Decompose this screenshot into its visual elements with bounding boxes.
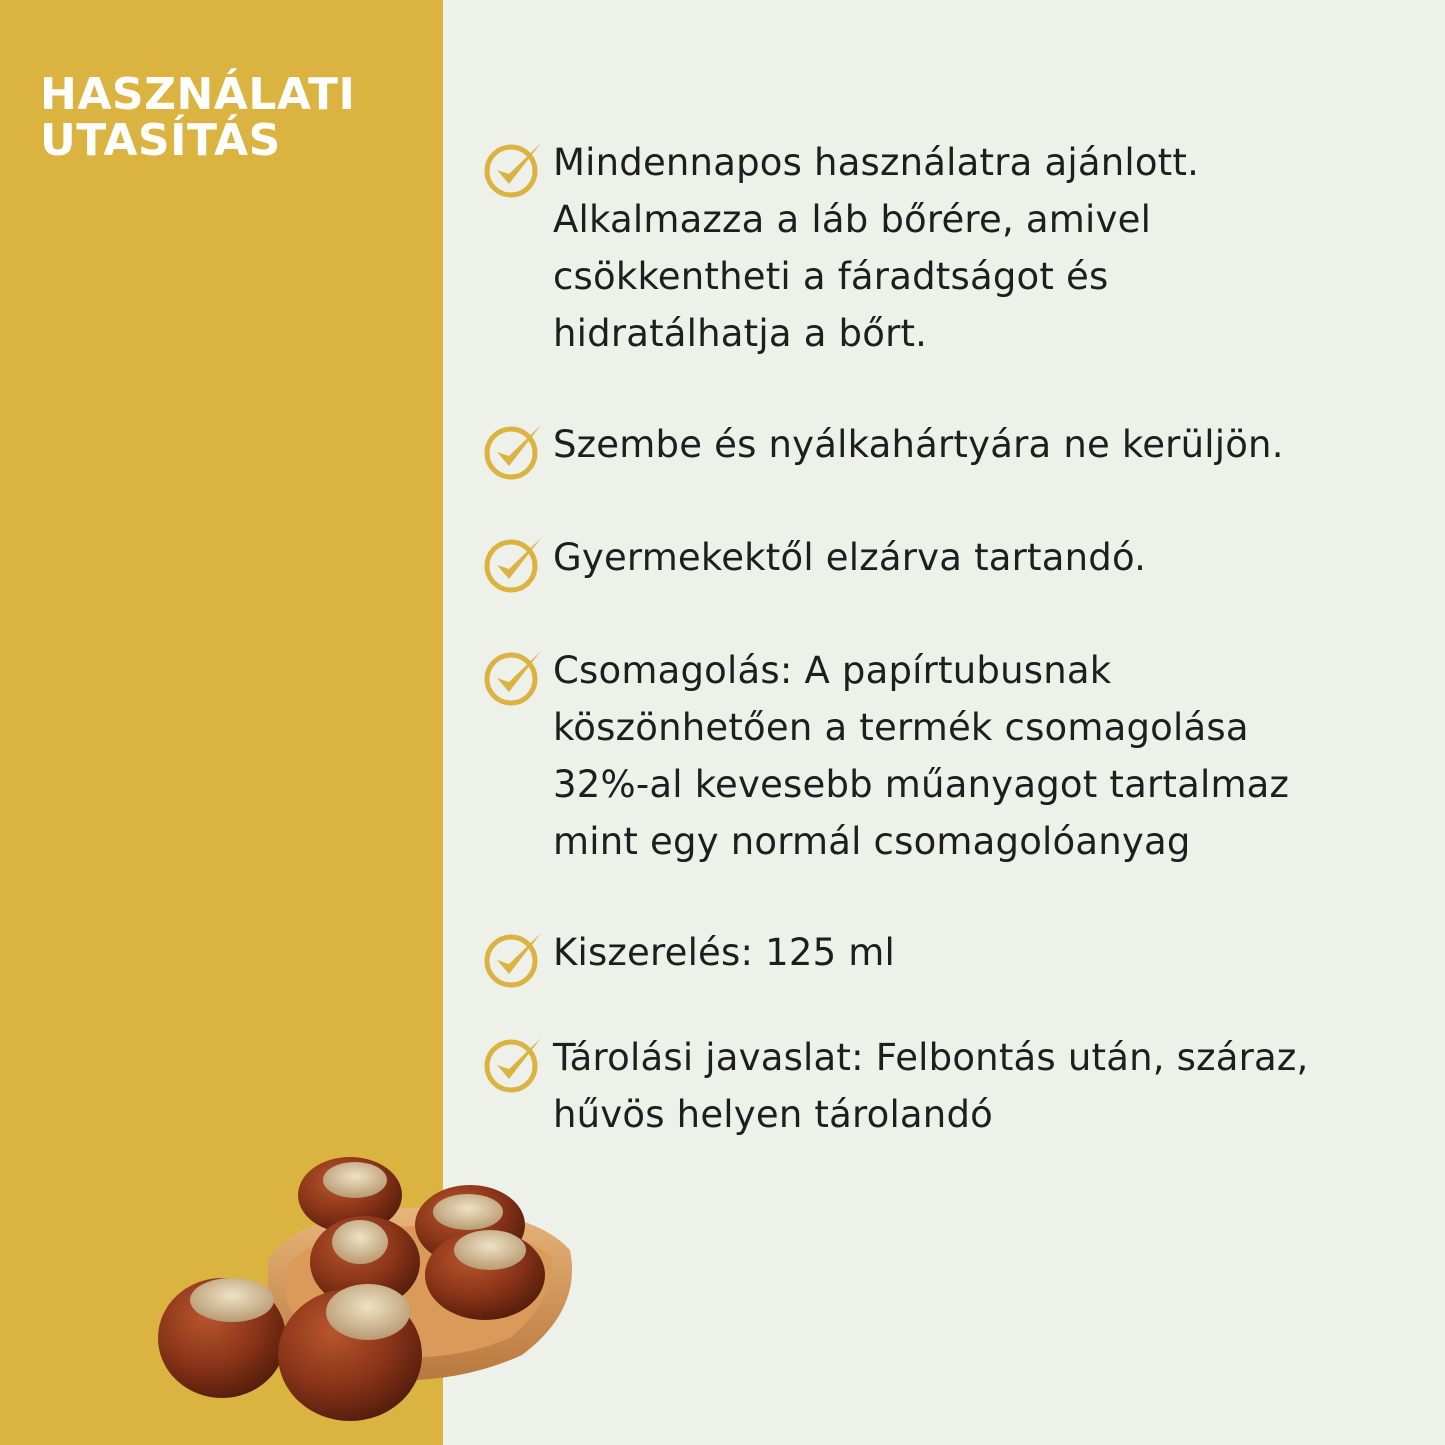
title-line-1: HASZNÁLATI bbox=[40, 69, 356, 120]
check-icon bbox=[481, 138, 553, 200]
chestnuts-in-bowl-image bbox=[150, 1150, 590, 1435]
item-line: mint egy normál csomagolóanyag bbox=[553, 820, 1191, 863]
item-line: köszönhetően a termék csomagolása bbox=[553, 706, 1249, 749]
item-line: Tárolási javaslat: Felbontás után, száraz, bbox=[553, 1036, 1309, 1079]
check-icon bbox=[481, 646, 553, 708]
list-item bbox=[481, 134, 1411, 362]
list-item bbox=[481, 924, 1411, 981]
item-line: Mindennapos használatra ajánlott. bbox=[553, 141, 1200, 184]
check-icon bbox=[481, 420, 553, 482]
item-line: Csomagolás: A papírtubusnak bbox=[553, 649, 1112, 692]
list-item bbox=[481, 642, 1411, 870]
check-icon bbox=[481, 533, 553, 595]
right-panel bbox=[443, 0, 1445, 1445]
list-item bbox=[481, 529, 1411, 586]
item-line: Gyermekektől elzárva tartandó. bbox=[553, 536, 1147, 579]
title-line-2: UTASÍTÁS bbox=[40, 115, 281, 166]
check-icon bbox=[481, 928, 553, 990]
item-line: csökkentheti a fáradtságot és bbox=[553, 255, 1109, 298]
instructions-list bbox=[481, 134, 1411, 1143]
item-line: hűvös helyen tárolandó bbox=[553, 1093, 993, 1136]
list-item bbox=[481, 416, 1411, 473]
page-title bbox=[40, 69, 356, 166]
item-line: Szembe és nyálkahártyára ne kerüljön. bbox=[553, 423, 1284, 466]
check-icon bbox=[481, 1033, 553, 1095]
item-line: Alkalmazza a láb bőrére, amivel bbox=[553, 198, 1152, 241]
item-line: hidratálhatja a bőrt. bbox=[553, 312, 928, 355]
list-item bbox=[481, 1029, 1411, 1143]
item-line: 32%-al kevesebb műanyagot tartalmaz bbox=[553, 763, 1290, 806]
item-line: Kiszerelés: 125 ml bbox=[553, 931, 896, 974]
